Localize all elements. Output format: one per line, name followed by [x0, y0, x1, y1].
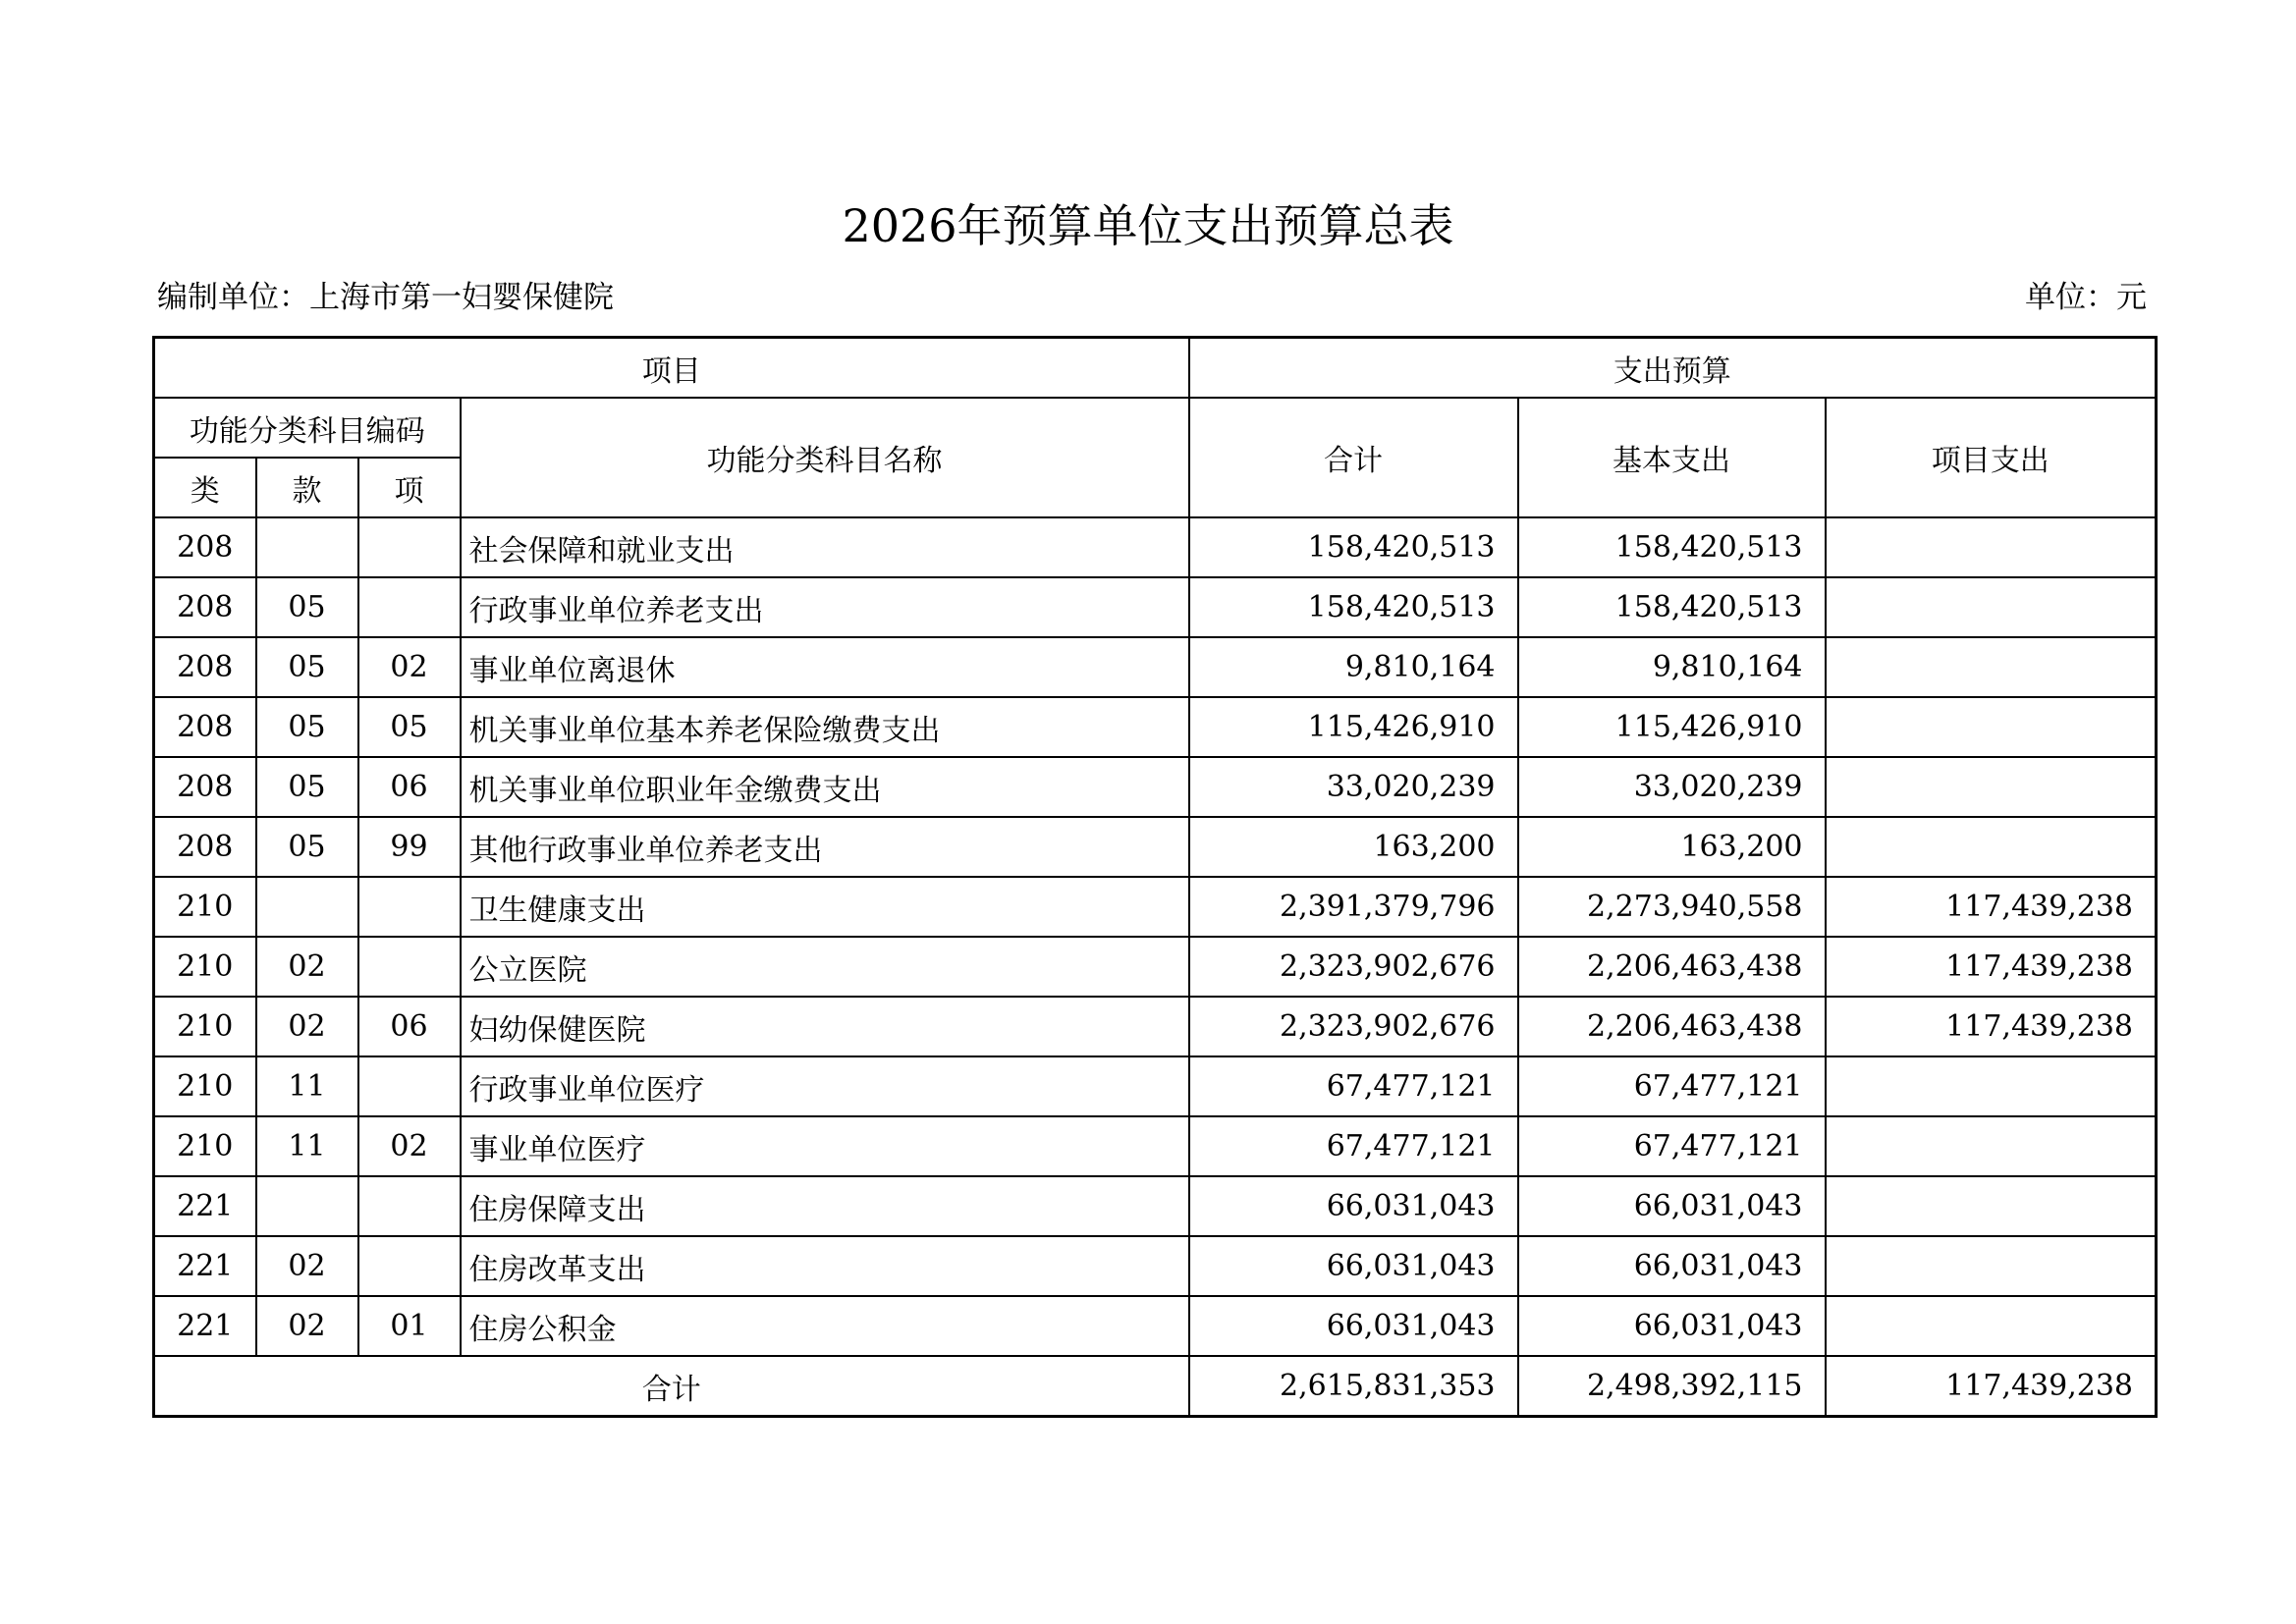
cell-kuan: 05 — [256, 637, 358, 697]
cell-name: 事业单位离退休 — [461, 637, 1189, 697]
header-kuan: 款 — [256, 458, 358, 517]
org-label: 编制单位：上海市第一妇婴保健院 — [157, 280, 614, 315]
cell-lei: 208 — [154, 697, 256, 757]
cell-name: 住房公积金 — [461, 1296, 1189, 1356]
page-title: 2026年预算单位支出预算总表 — [842, 199, 1454, 252]
cell-kuan: 11 — [256, 1056, 358, 1116]
cell-basic: 66,031,043 — [1518, 1296, 1826, 1356]
cell-name: 行政事业单位养老支出 — [461, 577, 1189, 637]
cell-name: 住房改革支出 — [461, 1236, 1189, 1296]
cell-basic: 9,810,164 — [1518, 637, 1826, 697]
header-project-exp: 项目支出 — [1826, 398, 2157, 517]
header-basic: 基本支出 — [1518, 398, 1826, 517]
cell-project — [1826, 757, 2157, 817]
cell-xiang: 99 — [358, 817, 461, 877]
cell-total: 2,323,902,676 — [1189, 997, 1518, 1056]
table-row — [154, 997, 2157, 1056]
table-row — [154, 1236, 2157, 1296]
cell-kuan: 05 — [256, 757, 358, 817]
cell-total: 33,020,239 — [1189, 757, 1518, 817]
cell-name: 社会保障和就业支出 — [461, 517, 1189, 577]
header-code-group: 功能分类科目编码 — [154, 398, 461, 458]
cell-total: 9,810,164 — [1189, 637, 1518, 697]
cell-kuan — [256, 517, 358, 577]
cell-total: 158,420,513 — [1189, 517, 1518, 577]
cell-lei: 208 — [154, 757, 256, 817]
cell-basic: 33,020,239 — [1518, 757, 1826, 817]
table-row — [154, 817, 2157, 877]
cell-xiang — [358, 1056, 461, 1116]
cell-xiang — [358, 1236, 461, 1296]
header-total: 合计 — [1189, 398, 1518, 517]
cell-project — [1826, 637, 2157, 697]
cell-xiang — [358, 1176, 461, 1236]
total-basic: 2,498,392,115 — [1518, 1356, 1826, 1417]
cell-basic: 2,206,463,438 — [1518, 937, 1826, 997]
cell-name: 行政事业单位医疗 — [461, 1056, 1189, 1116]
header-name: 功能分类科目名称 — [461, 398, 1189, 517]
cell-basic: 67,477,121 — [1518, 1056, 1826, 1116]
cell-lei: 210 — [154, 877, 256, 937]
cell-kuan: 05 — [256, 697, 358, 757]
cell-lei: 210 — [154, 1056, 256, 1116]
cell-project — [1826, 517, 2157, 577]
cell-kuan: 02 — [256, 937, 358, 997]
cell-name: 卫生健康支出 — [461, 877, 1189, 937]
cell-lei: 208 — [154, 637, 256, 697]
unit-label: 单位：元 — [2025, 280, 2147, 315]
cell-project — [1826, 817, 2157, 877]
cell-xiang: 01 — [358, 1296, 461, 1356]
cell-lei: 221 — [154, 1236, 256, 1296]
cell-total: 2,391,379,796 — [1189, 877, 1518, 937]
header-lei: 类 — [154, 458, 256, 517]
cell-lei: 210 — [154, 937, 256, 997]
cell-lei: 208 — [154, 817, 256, 877]
table-row — [154, 517, 2157, 577]
cell-basic: 158,420,513 — [1518, 577, 1826, 637]
table-row — [154, 697, 2157, 757]
cell-lei: 210 — [154, 1116, 256, 1176]
table-row — [154, 1056, 2157, 1116]
total-label: 合计 — [154, 1356, 1189, 1417]
cell-total: 158,420,513 — [1189, 577, 1518, 637]
cell-total: 163,200 — [1189, 817, 1518, 877]
cell-basic: 67,477,121 — [1518, 1116, 1826, 1176]
header-xiang: 项 — [358, 458, 461, 517]
table-row — [154, 937, 2157, 997]
cell-name: 妇幼保健医院 — [461, 997, 1189, 1056]
cell-lei: 208 — [154, 577, 256, 637]
cell-basic: 2,206,463,438 — [1518, 997, 1826, 1056]
cell-kuan — [256, 877, 358, 937]
cell-project — [1826, 1116, 2157, 1176]
cell-xiang: 05 — [358, 697, 461, 757]
cell-xiang — [358, 517, 461, 577]
cell-lei: 221 — [154, 1296, 256, 1356]
cell-basic: 115,426,910 — [1518, 697, 1826, 757]
cell-total: 2,323,902,676 — [1189, 937, 1518, 997]
cell-basic: 2,273,940,558 — [1518, 877, 1826, 937]
cell-basic: 66,031,043 — [1518, 1176, 1826, 1236]
cell-basic: 66,031,043 — [1518, 1236, 1826, 1296]
cell-lei: 210 — [154, 997, 256, 1056]
cell-name: 机关事业单位职业年金缴费支出 — [461, 757, 1189, 817]
cell-total: 66,031,043 — [1189, 1236, 1518, 1296]
total-sum: 2,615,831,353 — [1189, 1356, 1518, 1417]
cell-name: 机关事业单位基本养老保险缴费支出 — [461, 697, 1189, 757]
table-row — [154, 757, 2157, 817]
cell-basic: 158,420,513 — [1518, 517, 1826, 577]
cell-name: 事业单位医疗 — [461, 1116, 1189, 1176]
cell-kuan: 11 — [256, 1116, 358, 1176]
cell-project: 117,439,238 — [1826, 937, 2157, 997]
cell-kuan — [256, 1176, 358, 1236]
table-row — [154, 1296, 2157, 1356]
cell-xiang: 06 — [358, 757, 461, 817]
cell-total: 66,031,043 — [1189, 1176, 1518, 1236]
cell-project — [1826, 577, 2157, 637]
cell-project — [1826, 1176, 2157, 1236]
cell-xiang: 02 — [358, 1116, 461, 1176]
cell-xiang: 06 — [358, 997, 461, 1056]
budget-table — [152, 336, 2158, 1418]
cell-project — [1826, 1296, 2157, 1356]
cell-total: 66,031,043 — [1189, 1296, 1518, 1356]
cell-project — [1826, 1236, 2157, 1296]
table-row — [154, 1176, 2157, 1236]
cell-basic: 163,200 — [1518, 817, 1826, 877]
table-row — [154, 1116, 2157, 1176]
table-row — [154, 637, 2157, 697]
cell-total: 115,426,910 — [1189, 697, 1518, 757]
header-budget: 支出预算 — [1189, 338, 2157, 399]
header-project: 项目 — [154, 338, 1189, 399]
table-body — [154, 517, 2157, 1417]
cell-kuan: 05 — [256, 577, 358, 637]
cell-total: 67,477,121 — [1189, 1056, 1518, 1116]
cell-project — [1826, 1056, 2157, 1116]
total-project: 117,439,238 — [1826, 1356, 2157, 1417]
total-row — [154, 1356, 2157, 1417]
cell-xiang — [358, 937, 461, 997]
cell-xiang — [358, 577, 461, 637]
cell-kuan: 02 — [256, 1236, 358, 1296]
cell-kuan: 05 — [256, 817, 358, 877]
cell-total: 67,477,121 — [1189, 1116, 1518, 1176]
cell-lei: 221 — [154, 1176, 256, 1236]
cell-xiang: 02 — [358, 637, 461, 697]
cell-kuan: 02 — [256, 1296, 358, 1356]
table-row — [154, 577, 2157, 637]
cell-project: 117,439,238 — [1826, 997, 2157, 1056]
cell-kuan: 02 — [256, 997, 358, 1056]
cell-lei: 208 — [154, 517, 256, 577]
cell-project — [1826, 697, 2157, 757]
cell-xiang — [358, 877, 461, 937]
cell-name: 公立医院 — [461, 937, 1189, 997]
table-row — [154, 877, 2157, 937]
cell-name: 住房保障支出 — [461, 1176, 1189, 1236]
cell-name: 其他行政事业单位养老支出 — [461, 817, 1189, 877]
cell-project: 117,439,238 — [1826, 877, 2157, 937]
